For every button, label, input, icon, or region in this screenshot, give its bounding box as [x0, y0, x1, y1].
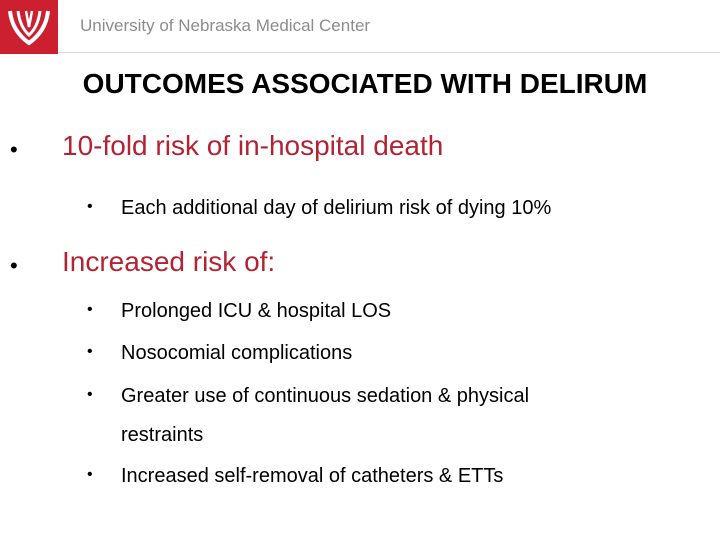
sub-bullet-dot: • [87, 343, 93, 360]
sub-bullet-continuation: restraints [121, 424, 204, 446]
header-bar [0, 0, 720, 54]
sub-bullet-dot: • [87, 198, 93, 215]
sub-bullet-text: Increased self-removal of catheters & ETTs [121, 465, 504, 487]
bullet-dot: • [10, 253, 18, 278]
sub-bullet-dot: • [87, 386, 93, 403]
bullet-text: 10-fold risk of in-hospital death [62, 130, 444, 161]
sub-bullet-text: Greater use of continuous sedation & physical [121, 385, 530, 407]
sub-bullet-text: Nosocomial complications [121, 342, 353, 364]
slide-title: OUTCOMES ASSOCIATED WITH DELIRUM [82, 68, 648, 99]
sub-bullet-dot: • [87, 466, 93, 483]
unmc-logo [0, 0, 58, 54]
sub-bullet-dot: • [87, 301, 93, 318]
sub-bullet-text: Prolonged ICU & hospital LOS [121, 300, 392, 322]
logo-mark-icon [4, 5, 54, 49]
bullet-text: Increased risk of: [62, 246, 276, 277]
header-divider [58, 52, 720, 53]
org-name: University of Nebraska Medical Center [80, 16, 371, 35]
sub-bullet-text: Each additional day of delirium risk of dying 10% [121, 197, 552, 219]
bullet-dot: • [10, 137, 18, 162]
